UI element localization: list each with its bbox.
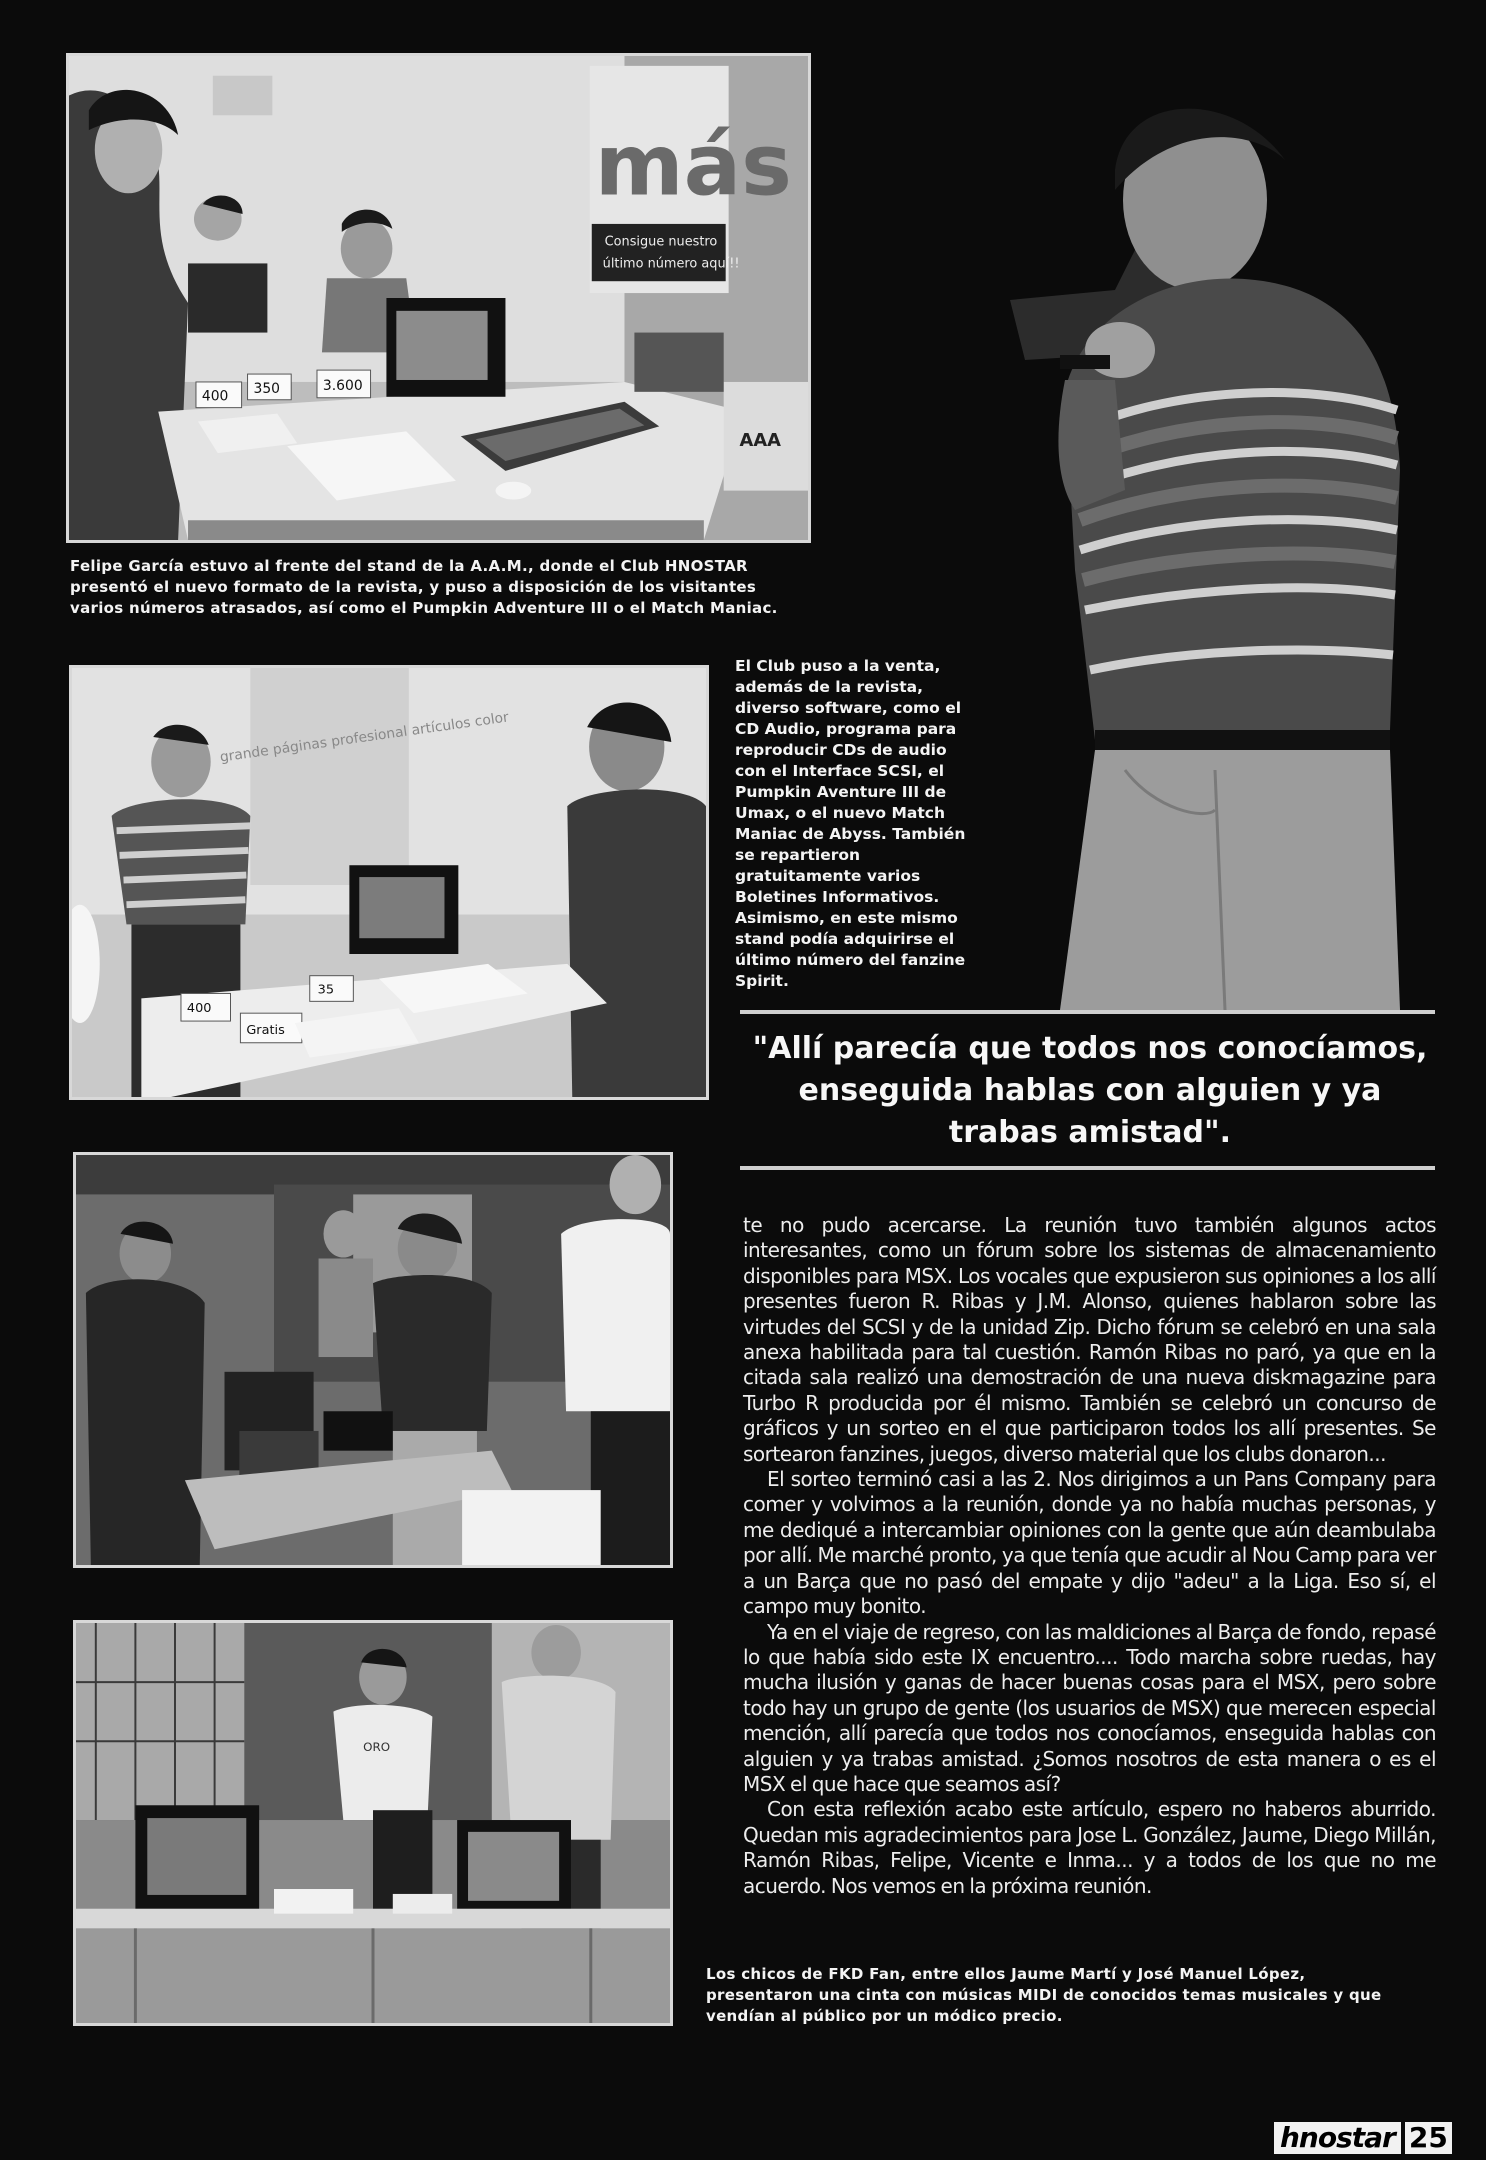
caption-side-software: El Club puso a la venta, además de la revista, diverso software, como el CD Audio, programa para reproducir CDs de audio con el Interface SCSI, el Pumpkin Aventure III de Umax, o el nuevo Match Maniac de Abyss. También se repartieron gratuitamente varios Boletines Informativos. Asimismo, en este mismo stand podía adquirirse el último número del fanzine Spirit. [735, 657, 966, 990]
price-sign-35: 35 [317, 982, 335, 998]
pullquote-top-rule [740, 1010, 1435, 1014]
svg-text:ORO: ORO [363, 1740, 391, 1755]
photo-club-stand [69, 665, 709, 1100]
caption-fkd-fan: Los chicos de FKD Fan, entre ellos Jaume Martí y José Manuel López, presentaron una cinta con músicas MIDI de conocidos temas musicales y que vendían al público por un módico precio. [706, 1965, 1382, 2025]
page-number: 25 [1405, 2122, 1452, 2154]
price-sign-400-b: 400 [186, 1001, 212, 1017]
price-sign-400: 400 [201, 388, 229, 405]
pullquote-bottom-rule [740, 1166, 1435, 1170]
photo-fkd-fan-stand [73, 1620, 673, 2026]
poster-banner-line2: último número aquí!! [602, 256, 740, 272]
photo-room-people [73, 1152, 673, 1568]
article-paragraph-4: Con esta reflexión acabo este artículo, espero no haberos aburrido. Quedan mis agradecimientos para Jose L. González, Jaume, Diego Millán, Ramón Ribas, Felipe, Vicente e Inma... y a todos de los que no me acuerdo. Nos vemos en la próxima reunión. [743, 1797, 1436, 1898]
label-gratis-b: Gratis [246, 1022, 285, 1038]
poster-lines-text: grande páginas profesional artículos color [218, 709, 510, 766]
price-sign-3600: 3.600 [322, 377, 363, 394]
article-paragraph-1: te no pudo acercarse. La reunión tuvo también algunos actos interesantes, como un fórum sobre los sistemas de almacenamiento disponibles para MSX. Los vocales que expusieron sus opiniones a los allí presentes fueron R. Ribas y J.M. Alonso, quienes hablaron sobre las virtudes del SCSI y de la unidad Zip. Dicho fórum se celebró en una sala anexa habilitada para tal cuestión. Ramón Ribas no paró, ya que en la citada sala realizó una demostración de una nueva diskmagazine para Turbo R producida por él mismo. También se celebró un concurso de gráficos y un sorteo en el que participaron todos los allí presentes. Se sortearon fanzines, juegos, diverso material que los clubs donaron... [743, 1213, 1436, 1466]
photo-aam-stand [66, 53, 811, 543]
magazine-logo: hnostar [1274, 2122, 1401, 2154]
price-sign-350: 350 [253, 380, 280, 397]
pull-quote: "Allí parecía que todos nos conocíamos, enseguida hablas con alguien y ya trabas amistad". [752, 1031, 1428, 1150]
footer-brand [1274, 2122, 1452, 2154]
photo-cameraman [1005, 50, 1425, 1010]
article-paragraph-3: Ya en el viaje de regreso, con las maldiciones al Barça de fondo, repasé lo que había sido este IX encuentro.... Todo marcha sobre ruedas, hay mucha ilusión y ganas de hacer buenas cosas para el MSX, pero sobre todo hay un grupo de gente (los usuarios de MSX) que merecen especial mención, allí parecía que todos nos conocíamos, enseguida hablas con alguien y ya trabas amistad. ¿Somos nosotros de esta manera o es el MSX el que hace que seamos así? [743, 1619, 1436, 1796]
article-body [743, 1213, 1436, 1899]
poster-mas-text: más [594, 116, 792, 216]
article-paragraph-2: El sorteo terminó casi a las 2. Nos dirigimos a un Pans Company para comer y volvimos a la reunión, donde ya no había muchas personas, y me dediqué a intercambiar opiniones con la gente que aún deambulaba por allí. Me marché pronto, ya que tenía que acudir al Nou Camp para ver a un Barça que no pasó del empate y dijo "adeu" a la Liga. Eso sí, el campo muy bonito. [743, 1467, 1436, 1619]
box-brand-aaa: AAA [739, 430, 781, 452]
caption-photo-aam: Felipe García estuvo al frente del stand de la A.A.M., donde el Club HNOSTAR presentó el nuevo formato de la revista, y puso a disposición de los visitantes varios números atrasados, así como el Pumpkin Adventure III o el Match Maniac. [70, 557, 778, 617]
poster-banner-line1: Consigue nuestro [604, 234, 718, 250]
